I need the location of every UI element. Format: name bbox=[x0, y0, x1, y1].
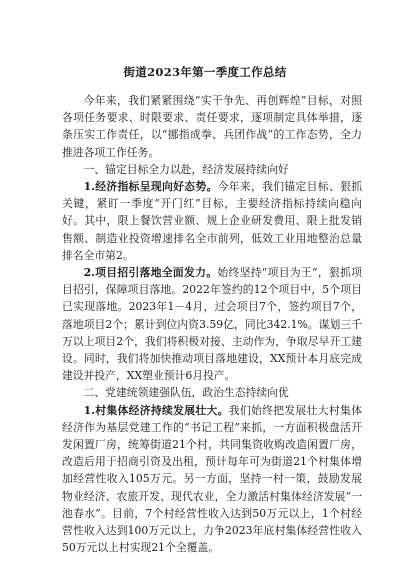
item-paragraph-3 bbox=[62, 402, 362, 557]
section-heading-1: 一、锚定目标全力以赴，经济发展持续向好 bbox=[83, 162, 289, 176]
item-paragraph-2 bbox=[62, 264, 362, 384]
document-title: 街道2023年第一季度工作总结 bbox=[123, 65, 287, 79]
item-lead-3: 1.村集体经济持续发展壮大。 bbox=[83, 403, 229, 417]
item-lead-1: 1.经济指标呈现向好态势。 bbox=[83, 180, 218, 194]
item-text-1: 今年来，我们锚定目标、狠抓关键，紧盯一季度“开门红”目标，主要经济指标持续向稳向好。其中，限上餐饮营业额、规上企业研发费用、限上批发销售额、制造业投资增速排名全市前列，低效工业用地整治总量排名全市第2。 bbox=[62, 180, 362, 262]
section-heading-2: 二、党建统领建强队伍，政治生态持续向优 bbox=[83, 386, 289, 400]
item-text-3: 我们始终把发展壮大村集体经济作为基层党建工作的“书记工程”来抓，一方面积极盘活开发闲置厂房，统筹街道21个村，共同集资收购改造闲置厂房，改造后用于招商引资及出租，预计每年可为街道21个村集体增加经营性收入105万元。另一方面，坚持一村一策，鼓励发展物业经济、农旅开发、现代农业，全力激活村集体经济发展“一池春水”。目前，7个村经营性收入达到50万元以上，1个村经营性收入达到100万元以上，力争2023年底村集体经营性收入50万元以上村实现21个全覆盖。 bbox=[62, 403, 362, 555]
item-paragraph-1 bbox=[62, 178, 362, 264]
document-body bbox=[62, 92, 362, 556]
intro-paragraph: 今年来，我们紧紧围绕“实干争先、再创辉煌”目标，对照各项任务要求、时限要求、责任要求，逐项制定具体举措，逐条压实工作责任，以“挪指成拳、兵团作战”的工作态势，全力推进各项工作任务。 bbox=[62, 94, 362, 159]
item-lead-2: 2.项目招引落地全面发力。 bbox=[83, 266, 218, 280]
item-text-2: 始终坚持“项目为王”，狠抓项目招引，保障项目落地。2022年签约的12个项目中，5个项目已实现落地。2023年1－4月，过会项目7个，签约项目7个，落地项目2个；累计到位内资3.59亿，同比342.1%。谋划三千万以上项目2个，我们将积极对接、主动作为，争取尽早开工建设。同时，我们将加快推动项目落地建设，XX预计本月底完成建设并投产，XX塑业预计6月投产。 bbox=[62, 266, 362, 383]
